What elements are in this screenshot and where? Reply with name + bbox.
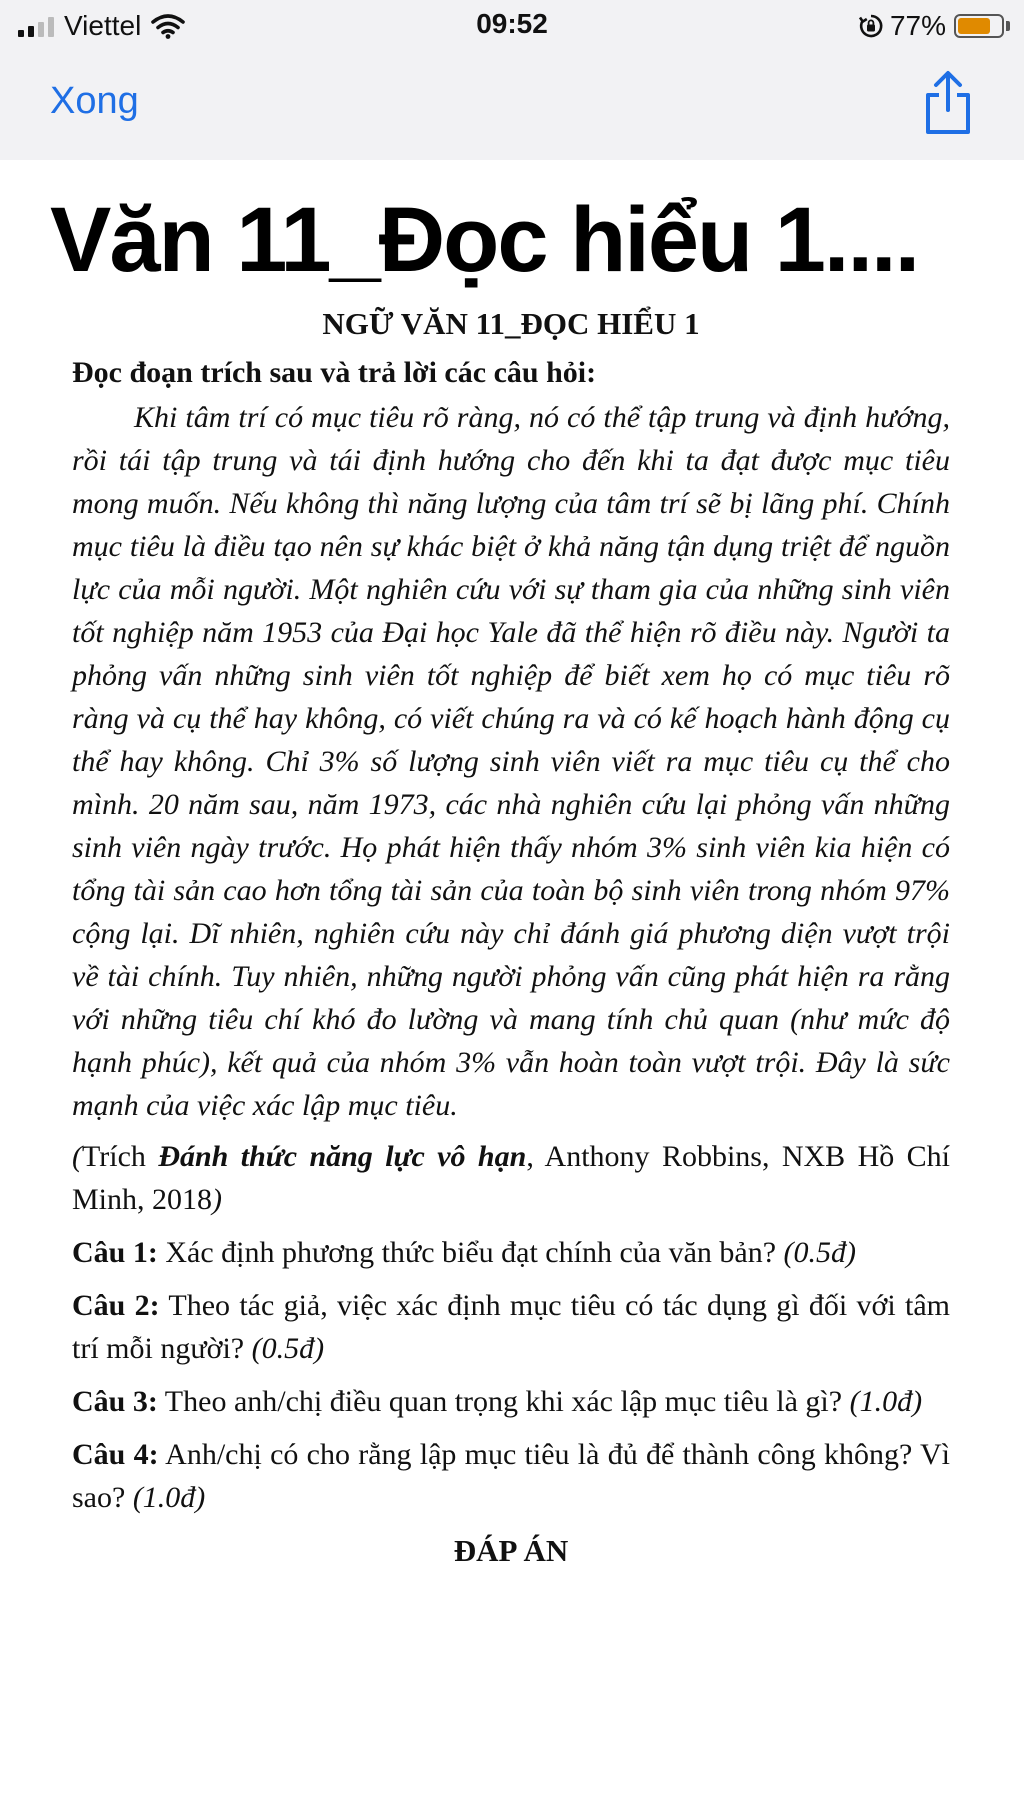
document-heading: NGỮ VĂN 11_ĐỌC HIỂU 1 — [322, 306, 700, 341]
question-label: Câu 1: — [72, 1236, 158, 1269]
question-text: Theo anh/chị điều quan trọng khi xác lập mục tiêu là gì? — [157, 1385, 850, 1418]
answer-heading: ĐÁP ÁN — [453, 1533, 569, 1568]
navigation-bar — [0, 52, 1024, 160]
question-label: Câu 2: — [72, 1289, 160, 1322]
orientation-lock-icon — [858, 13, 884, 39]
question-label: Câu 3: — [72, 1385, 158, 1418]
document-title: Văn 11_Đọc hiểu 1.... — [50, 189, 919, 291]
question-score: (0.5đ) — [251, 1332, 325, 1365]
document-page — [72, 302, 950, 1572]
clock: 09:52 — [476, 8, 548, 39]
battery-level-fill — [958, 18, 990, 34]
status-bar — [0, 0, 1024, 52]
question-3 — [72, 1380, 950, 1423]
question-score: (1.0đ) — [849, 1385, 923, 1418]
question-score: (1.0đ) — [132, 1481, 206, 1514]
battery-icon — [954, 14, 1004, 38]
citation-close: ) — [212, 1183, 223, 1216]
question-1 — [72, 1231, 950, 1274]
citation-open: ( — [72, 1140, 82, 1173]
question-4 — [72, 1433, 950, 1519]
question-text: Anh/chị có cho rằng lập mục tiêu là đủ để thành công không? Vì sao? — [72, 1438, 950, 1514]
battery-tip — [1006, 21, 1010, 31]
citation — [72, 1135, 950, 1221]
signal-bars-icon — [18, 15, 54, 37]
question-text: Theo tác giả, việc xác định mục tiêu có tác dụng gì đối với tâm trí mỗi người? — [72, 1289, 950, 1365]
status-bar-right — [858, 8, 1010, 44]
done-button[interactable]: Xong — [50, 80, 139, 122]
citation-source-title: Đánh thức năng lực vô hạn — [158, 1140, 527, 1173]
question-2 — [72, 1284, 950, 1370]
question-score: (0.5đ) — [783, 1236, 857, 1269]
passage-text: Khi tâm trí có mục tiêu rõ ràng, nó có thể tập trung và định hướng, rồi tái tập trung và tái định hướng cho đến khi ta đạt được mục tiêu mong muốn. Nếu không thì năng lượng của tâm trí sẽ bị lãng phí. Chính mục tiêu là điều tạo nên sự khác biệt ở khả năng tận dụng triệt để nguồn lực của mỗi người. Một nghiên cứu với sự tham gia của những sinh viên tốt nghiệp năm 1953 của Đại học Yale đã thể hiện rõ điều này. Người ta phỏng vấn những sinh viên tốt nghiệp để biết xem họ có mục tiêu rõ ràng và cụ thể hay không, có viết chúng ra và có kế hoạch hành động cụ thể hay không. Chỉ 3% số lượng sinh viên viết ra mục tiêu cụ thể cho mình. 20 năm sau, năm 1973, các nhà nghiên cứu lại phỏng vấn những sinh viên ngày trước. Họ phát hiện thấy nhóm 3% sinh viên kia hiện có tổng tài sản cao hơn tổng tài sản của toàn bộ sinh viên trong nhóm 97% cộng lại. Dĩ nhiên, nghiên cứu này chỉ đánh giá phương diện vượt trội về tài chính. Tuy nhiên, những người phỏng vấn cũng phát hiện ra rằng với những tiêu chí khó đo lường và mang tính chủ quan (như mức độ hạnh phúc), kết quả của nhóm 3% vẫn hoàn toàn vượt trội. Đây là sức mạnh của việc xác lập mục tiêu. — [72, 401, 950, 1122]
share-icon[interactable] — [920, 70, 976, 136]
citation-rest: , Anthony Robbins, NXB Hồ Chí Minh, 2018 — [72, 1140, 950, 1216]
reading-instruction: Đọc đoạn trích sau và trả lời các câu hỏi: — [72, 356, 597, 389]
question-text: Xác định phương thức biểu đạt chính của văn bản? — [157, 1236, 784, 1269]
carrier-name: Viettel — [64, 10, 142, 41]
status-bar-left — [18, 8, 185, 44]
question-label: Câu 4: — [72, 1438, 159, 1471]
citation-prefix: Trích — [82, 1140, 159, 1173]
battery-percentage: 77% — [889, 10, 946, 41]
wifi-icon — [151, 13, 185, 39]
